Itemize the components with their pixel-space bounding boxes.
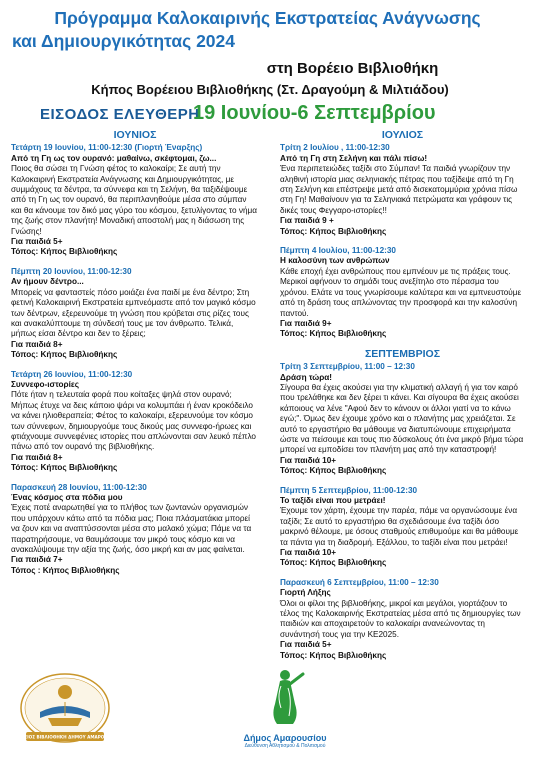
event [280, 362, 525, 476]
event-place: Τόπος: Κήπος Βιβλιοθήκης [280, 226, 387, 236]
municipality-name: Δήμος Αμαρουσίου [243, 733, 327, 743]
date-range: 19 Ιουνίου-6 Σεπτεμβρίου [193, 102, 436, 124]
title-line-1: Πρόγραμμα Καλοκαιρινής Εκστρατείας Ανάγνωσης [54, 8, 481, 28]
event-title: Γιορτή Λήξης [280, 588, 331, 598]
event-place: Τόπος: Κήπος Βιβλιοθήκης [280, 466, 387, 476]
event-title: Αν ήμουν δέντρο... [11, 277, 84, 287]
event-date: Τρίτη 3 Σεπτεμβρίου, 11:00 – 12:30 [280, 362, 415, 372]
month-july: ΙΟΥΛΙΟΣ [381, 129, 424, 141]
event [280, 143, 525, 237]
event-title: Ένας κόσμος στα πόδια μου [11, 493, 123, 502]
event-title: Το ταξίδι είναι που μετράει! [280, 496, 386, 505]
event-place: Τόπος: Κήπος Βιβλιοθήκης [11, 463, 118, 473]
event-date: Πέμπτη 4 Ιουλίου, 11:00-12:30 [280, 246, 396, 256]
municipality-department: Διεύθυνση Αθλητισμού & Πολιτισμού [244, 743, 326, 749]
event-title: Συννεφο-ιστορίες [11, 379, 80, 389]
municipality-logo [215, 668, 355, 754]
event-description: Κάθε εποχή έχει ανθρώπους που εμπνέουν με τις πράξεις τους. Μερικοί αφήνουν το σημάδι τους ανεξίτηλο στο πέρασμα του χρόνου. Ελάτε να τους γνωρίσουμε καλύτερα και να εμπνευστούμε από τη δράση τους απλώνοντας την προσφορά και την καλοσύνη παντού. [280, 266, 522, 318]
library-name: στη Βορέειο Βιβλιοθήκη [266, 60, 439, 77]
event-age: Για παιδιά 5+ [280, 640, 332, 650]
event-age: Για παιδιά 7+ [11, 555, 63, 565]
event [280, 578, 525, 661]
event-place: Τόπος: Κήπος Βιβλιοθήκης [280, 558, 387, 568]
event-description: Όλοι οι φίλοι της βιβλιοθήκης, μικροί και μεγάλοι, γιορτάζουν το τέλος της Καλοκαιρινής Εκστρατείας μέσα από τις δημιουργίες των παιδιών και αποχαιρετούν το καλοκαίρι ανανεώνοντας τη συνάντησή τους για την ΚΕ2025. [280, 598, 521, 639]
event-description: Έχεις ποτέ αναρωτηθεί για το πλήθος των ζωντανών οργανισμών που υπάρχουν κάτω από τα πόδια μας; Ποια πλάσματάκια μπορεί να ζουν και να αναπτύσσονται μέσα στο μαλακό χώμα; Πάμε να τα παρατηρήσουμε, να θαυμάσουμε τον μικρό τους κόσμο και να ανακαλύψουμε την αξία της ζωής, όσο μικρή και αν μας φαίνεται. [11, 503, 252, 555]
event [11, 483, 259, 577]
event-place: Τόπος: Κήπος Βιβλιοθήκης [11, 247, 118, 257]
venue-address: Κήπος Βορέειου Βιβλιοθήκης (Στ. Δραγούμη & Μιλτιάδου) [91, 82, 449, 97]
event [280, 486, 525, 569]
month-september: ΣΕΠΤΕΜΒΡΙΟΣ [364, 347, 441, 360]
library-logo [11, 672, 119, 752]
event-place: Τόπος: Κήπος Βιβλιοθήκης [280, 329, 387, 339]
event [11, 267, 259, 361]
event-description: Σίγουρα θα έχεις ακούσει για την κλιματική αλλαγή ή για τον καιρό που τρελάθηκε και δεν ξέρει τι κάνει. Και σίγουρα θα έχεις ακούσει κάποιους να λένε "Αφού δεν το κάνουν οι άλλοι γιατί να το κάνω εγώ;". Όμως δεν έχουμε χρόνο και ο πλανήτης μας χρειάζεται. Σε αυτό το εργαστήριο θα μάθουμε να διατυπώνουμε επιχειρήματα ώστε να πείσουμε και τους πιο δύσκολους ότι ένα μικρό βήμα τώρα μπορεί να εμποδίσει τον πλανήτη μας από την καταστροφή! [280, 382, 524, 455]
event-age: Για παιδιά 5+ [11, 237, 63, 247]
event-title: Από τη Γη στη Σελήνη και πάλι πίσω! [280, 153, 428, 163]
event-date: Παρασκευή 6 Σεπτεμβρίου, 11:00 – 12:30 [280, 577, 439, 587]
event-place: Τόπος : Κήπος Βιβλιοθήκης [11, 565, 120, 575]
event [11, 143, 259, 257]
event-place: Τόπος: Κήπος Βιβλιοθήκης [11, 350, 118, 360]
event-date: Πέμπτη 20 Ιουνίου, 11:00-12:30 [11, 266, 132, 276]
event-date: Τετάρτη 19 Ιουνίου, 11:00-12:30 (Γιορτή Έναρξης) [11, 143, 203, 153]
event-date: Παρασκευή 28 Ιουνίου, 11:00-12:30 [11, 482, 147, 492]
library-logo-icon [11, 672, 119, 752]
event-age: Για παιδιά 9+ [280, 318, 332, 328]
free-entry: ΕΙΣΟΔΟΣ ΕΛΕΥΘΕΡΗ [40, 106, 200, 123]
library-logo-text: ΒΟΡΕΕΙΟΣ ΒΙΒΛΙΟΘΗΚΗ ΔΗΜΟΥ ΑΜΑΡΟΥΣΙΟΥ [11, 734, 119, 740]
event-date: Τρίτη 2 Ιουλίου , 11:00-12:30 [280, 143, 390, 153]
title-line-2: και Δημιουργικότητας 2024 [12, 31, 235, 51]
event-description: Πότε ήταν η τελευταία φορά που κοίταξες ψηλά στον ουρανό; Μήπως έτυχε να δεις κάποιο ψάρι να κολυμπάει ή έναν κροκόδειλο να κάνει ηλιοθεραπεία; Φέτος το καλοκαίρι, εξερευνούμε τον κόσμο των σύννεφων, δημιουργούμε τους δικούς μας συννεφο-ήρωες και φτιάχνουμε συννεφένιες ιστορίες που απλώνονται σαν λευκό πέπλο πάνω από τον ουρανό της βιβλιοθήκης. [11, 390, 256, 452]
left-column [11, 128, 259, 585]
right-column [280, 128, 525, 670]
event-place: Τόπος: Κήπος Βιβλιοθήκης [280, 650, 387, 660]
event [11, 370, 259, 474]
event-age: Για παιδιά 10+ [280, 455, 337, 465]
event-description: Μπορείς να φανταστείς πόσο μοιάζει ένα παιδί με ένα δέντρο; Στη φετινή Καλοκαιρινή Εκστρατεία εμπνεόμαστε από τον μαγικό κόσμο των δέντρων, εξερευνούμε τη γνώση που κρύβεται στις ρίζες τους και ανακαλύπτουμε τη σύνδεσή τους με τον άνθρωπο. Τελικά, μήπως είσαι δέντρο και δεν το ξέρεις; [11, 287, 256, 339]
event-age: Για παιδιά 10+ [280, 548, 337, 558]
event-description: Έχουμε τον χάρτη, έχουμε την παρέα, πάμε να οργανώσουμε ένα ταξίδι; Σε αυτό το εργαστήριο θα σχεδιάσουμε ένα ταξίδι όσο μακρινό θέλουμε, με όσους σταθμούς επιθυμούμε και θα μάθουμε τα πάντα για τη διαδρομή. Εξάλλου, το ταξίδι είναι που μετράει! [280, 506, 519, 547]
event-title: Δράση τώρα! [280, 372, 333, 382]
event-description: Ποιος θα σώσει τη Γνώση φέτος το καλοκαίρι; Σε αυτή την Καλοκαιρινή Εκστρατεία Ανάγνωσης και Δημιουργικότητας, με συμμάχους τα δέντρα, τα σύννεφα και τη Σελήνη, θα ταξιδέψουμε από τη Γη ως τον ουρανό, θα περιπλανηθούμε μέσα στο σύμπαν και θα κάνουμε τον δικό μας γύρο του κόσμου, ξετυλίγοντας το νήμα της ζωής στον πλανήτη! Μοναδική αποστολή μας η διάσωση της Γνώσης! [11, 164, 257, 236]
event-title: Από τη Γη ως τον ουρανό: μαθαίνω, σκέφτομαι, ζω... [11, 153, 217, 163]
statue-icon [255, 668, 315, 726]
event-date: Πέμπτη 5 Σεπτεμβρίου, 11:00-12:30 [280, 485, 418, 495]
event-title: Η καλοσύνη των ανθρώπων [280, 256, 390, 266]
event-date: Τετάρτη 26 Ιουνίου, 11:00-12:30 [11, 369, 133, 379]
event-age: Για παιδιά 8+ [11, 452, 63, 462]
event-age: Για παιδιά 8+ [11, 339, 63, 349]
month-june: ΙΟΥΝΙΟΣ [113, 129, 157, 141]
event [280, 246, 525, 340]
event-description: Ένα περιπετειώδες ταξίδι στο Σύμπαν! Τα παιδιά γνωρίζουν την αληθινή ιστορία μιας σεληνιακής πέτρας που ταξίδεψε από τη Γη στη Σελήνη και επέστρεψε μετά από δισεκατομμύρια χρόνια πίσω στη Γη! Μαθαίνουν για τα Σεληνιακά πετρώματα και γράφουν τις δικές τους Φεγγαρο-ιστορίες!! [280, 164, 518, 215]
event-age: Για παιδιά 9 + [280, 216, 334, 226]
